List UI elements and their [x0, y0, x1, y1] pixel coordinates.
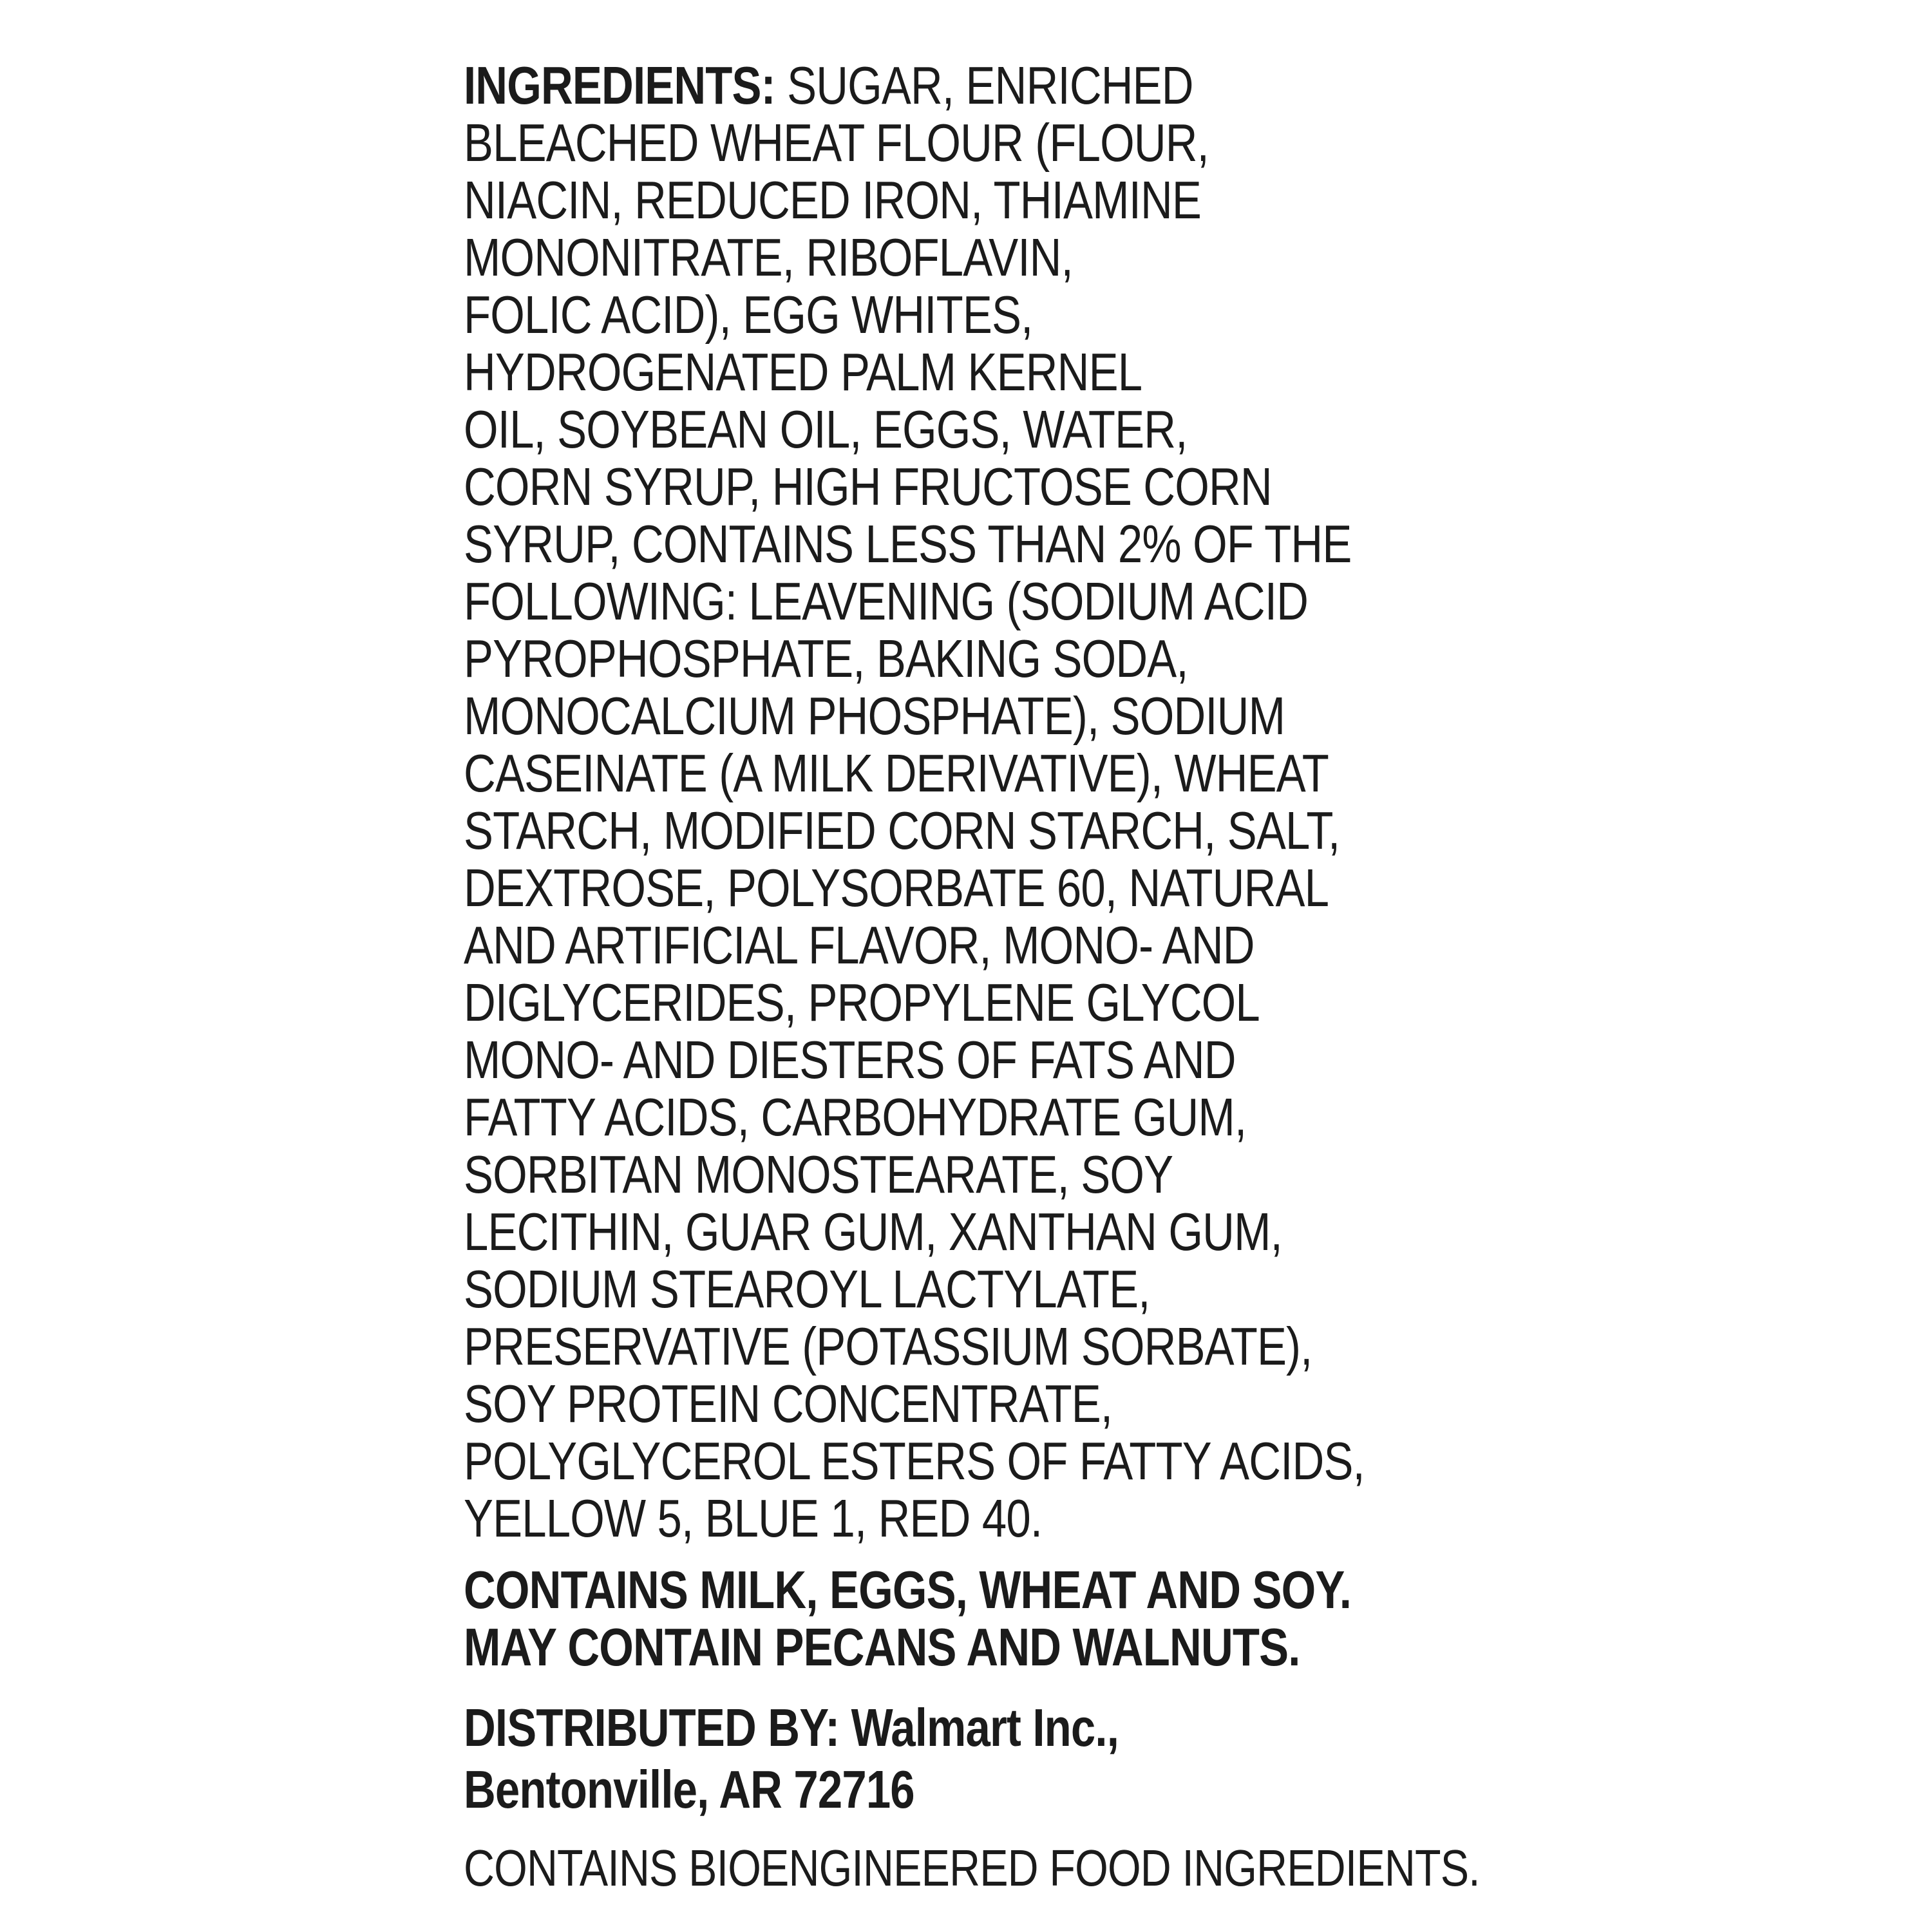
- ingredients-line: PYROPHOSPHATE, BAKING SODA,: [464, 629, 1188, 688]
- may-contain-allergens: MAY CONTAIN PECANS AND WALNUTS.: [464, 1617, 1300, 1677]
- ingredients-line: MONO- AND DIESTERS OF FATS AND: [464, 1030, 1236, 1090]
- ingredients-line: FATTY ACIDS, CARBOHYDRATE GUM,: [464, 1087, 1247, 1147]
- ingredients-line: SYRUP, CONTAINS LESS THAN 2% OF THE: [464, 514, 1352, 574]
- ingredients-heading: INGREDIENTS:: [464, 55, 775, 115]
- ingredients-line: PRESERVATIVE (POTASSIUM SORBATE),: [464, 1316, 1312, 1376]
- ingredient-label-panel: [464, 55, 1480, 1899]
- ingredients-line: NIACIN, REDUCED IRON, THIAMINE: [464, 170, 1202, 230]
- ingredients-line: SOY PROTEIN CONCENTRATE,: [464, 1374, 1113, 1434]
- ingredients-line: POLYGLYCEROL ESTERS OF FATTY ACIDS,: [464, 1431, 1365, 1491]
- ingredients-line: BLEACHED WHEAT FLOUR (FLOUR,: [464, 113, 1209, 173]
- ingredients-line: STARCH, MODIFIED CORN STARCH, SALT,: [464, 800, 1340, 860]
- ingredients-line: [464, 57, 1468, 114]
- bioengineered-disclosure: CONTAINS BIOENGINEERED FOOD INGREDIENTS.: [464, 1839, 1480, 1897]
- distributor-name: DISTRIBUTED BY: Walmart Inc.,: [464, 1698, 1119, 1757]
- ingredients-line: MONOCALCIUM PHOSPHATE), SODIUM: [464, 686, 1285, 746]
- ingredients-line: SODIUM STEAROYL LACTYLATE,: [464, 1259, 1150, 1319]
- ingredients-line: FOLIC ACID), EGG WHITES,: [464, 285, 1033, 345]
- ingredients-line: DIGLYCERIDES, PROPYLENE GLYCOL: [464, 972, 1260, 1032]
- distributor-info: [464, 1697, 1468, 1821]
- ingredients-line: SORBITAN MONOSTEARATE, SOY: [464, 1144, 1173, 1204]
- ingredients-list: [464, 57, 1468, 1547]
- ingredients-line: HYDROGENATED PALM KERNEL: [464, 342, 1142, 402]
- ingredients-line: CASEINATE (A MILK DERIVATIVE), WHEAT: [464, 743, 1329, 803]
- ingredients-line: YELLOW 5, BLUE 1, RED 40.: [464, 1488, 1043, 1548]
- ingredients-line: DEXTROSE, POLYSORBATE 60, NATURAL: [464, 858, 1329, 918]
- ingredients-line: FOLLOWING: LEAVENING (SODIUM ACID: [464, 571, 1309, 631]
- ingredients-text: SUGAR, ENRICHED: [775, 55, 1193, 115]
- ingredients-line: MONONITRATE, RIBOFLAVIN,: [464, 227, 1073, 287]
- ingredients-line: OIL, SOYBEAN OIL, EGGS, WATER,: [464, 399, 1188, 459]
- contains-allergens: CONTAINS MILK, EGGS, WHEAT AND SOY.: [464, 1560, 1352, 1620]
- ingredients-line: LECITHIN, GUAR GUM, XANTHAN GUM,: [464, 1202, 1282, 1262]
- ingredients-line: AND ARTIFICIAL FLAVOR, MONO- AND: [464, 915, 1255, 975]
- ingredients-line: CORN SYRUP, HIGH FRUCTOSE CORN: [464, 457, 1272, 516]
- distributor-address: Bentonville, AR 72716: [464, 1759, 914, 1819]
- allergen-statement: [464, 1561, 1468, 1676]
